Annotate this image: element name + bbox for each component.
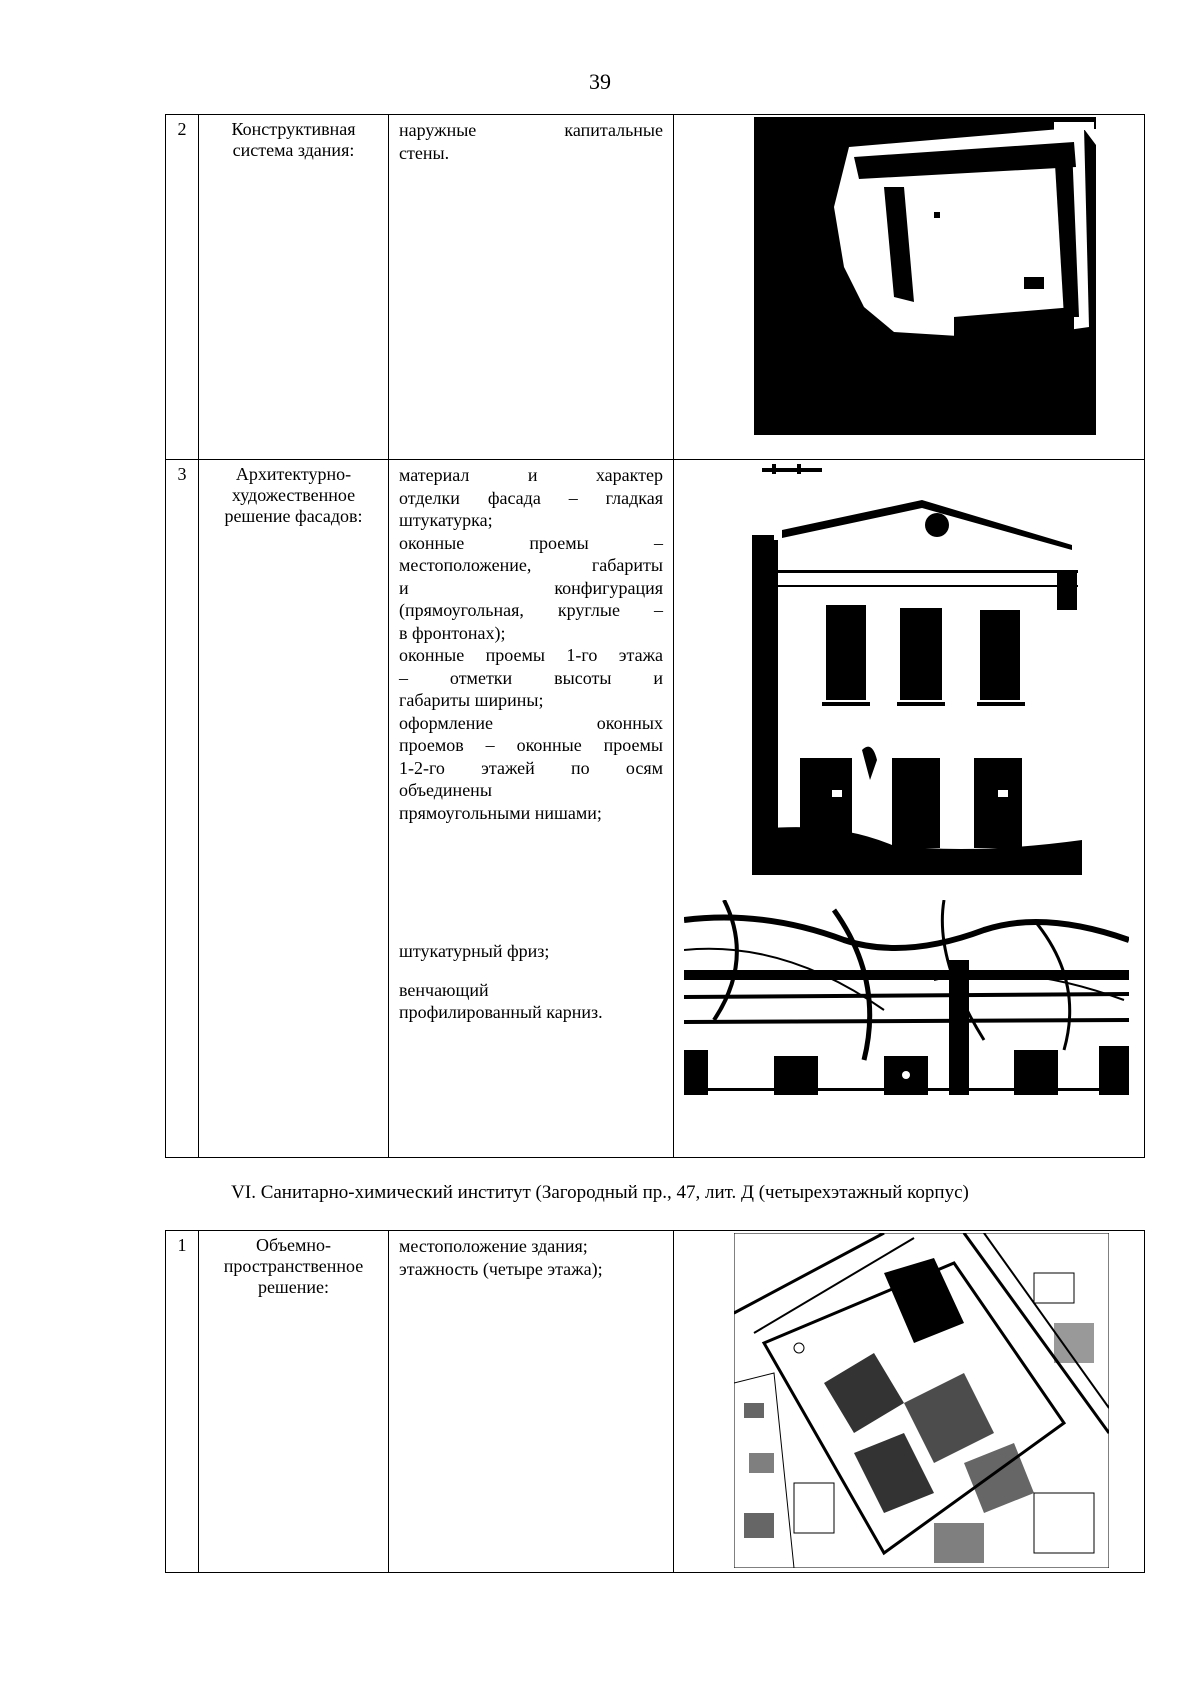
map-cell	[674, 1231, 1145, 1573]
row-description	[389, 115, 674, 460]
description-line: штукатурный фриз;	[399, 941, 550, 961]
description-line: материал и характер	[399, 465, 663, 485]
row-number: 3	[166, 460, 199, 1158]
facade-photo	[752, 460, 1097, 875]
description-line: оконные проемы 1-го этажа	[399, 645, 663, 665]
table-row	[166, 115, 1145, 460]
cornice-photo	[684, 900, 1129, 1095]
category-line: пространственное	[223, 1256, 364, 1276]
row-number: 1	[166, 1231, 199, 1573]
table-row	[166, 1231, 1145, 1573]
description-line: в фронтонах);	[399, 622, 506, 643]
page-number: 39	[589, 69, 611, 94]
description-line: местоположение, габариты	[399, 555, 663, 575]
description-line: венчающий	[399, 979, 489, 1000]
row-number: 2	[166, 115, 199, 460]
section-title: VI. Санитарно-химический институт (Загородный пр., 47, лит. Д (четырехэтажный корпус)	[231, 1182, 969, 1203]
category-line: Объемно-	[255, 1235, 332, 1255]
description-line: местоположение здания;	[399, 1236, 588, 1256]
row-description	[389, 1231, 674, 1573]
description-line: оформление оконных	[399, 712, 663, 733]
description-line: (прямоугольная, круглые –	[399, 600, 663, 620]
attributes-table-1	[165, 114, 1145, 1158]
photo-cell	[674, 460, 1145, 1158]
description-line: оконные проемы –	[399, 532, 663, 553]
description-line: прямоугольными нишами;	[399, 802, 602, 823]
description-line: этажность (четыре этажа);	[399, 1258, 603, 1279]
site-map	[734, 1233, 1109, 1568]
description-line: профилированный карниз.	[399, 1002, 603, 1022]
attributes-table-2	[165, 1230, 1145, 1573]
description-line: отделки фасада – гладкая	[399, 487, 663, 508]
description-line: стены.	[399, 142, 450, 163]
description-line: и конфигурация	[399, 577, 663, 598]
description-line: наружные капитальные	[399, 120, 663, 140]
row-category	[199, 1231, 389, 1573]
description-line: габариты ширины;	[399, 690, 544, 710]
photo-cell	[674, 115, 1145, 460]
row-category	[199, 460, 389, 1158]
facade-detail-photo	[754, 117, 1096, 435]
table-row	[166, 460, 1145, 1158]
description-line: – отметки высоты и	[399, 667, 663, 688]
description-line: объединены	[399, 780, 492, 800]
category-line: система здания:	[232, 140, 355, 160]
category-line: Конструктивная	[231, 119, 356, 139]
row-category	[199, 115, 389, 460]
description-line: штукатурка;	[399, 510, 493, 530]
category-line: Архитектурно-	[235, 464, 352, 484]
description-line: проемов – оконные проемы	[399, 735, 663, 755]
category-line: решение:	[257, 1277, 330, 1297]
row-description	[389, 460, 674, 1158]
description-line: 1-2-го этажей по осям	[399, 757, 663, 778]
category-line: решение фасадов:	[224, 506, 363, 526]
category-line: художественное	[231, 485, 356, 505]
